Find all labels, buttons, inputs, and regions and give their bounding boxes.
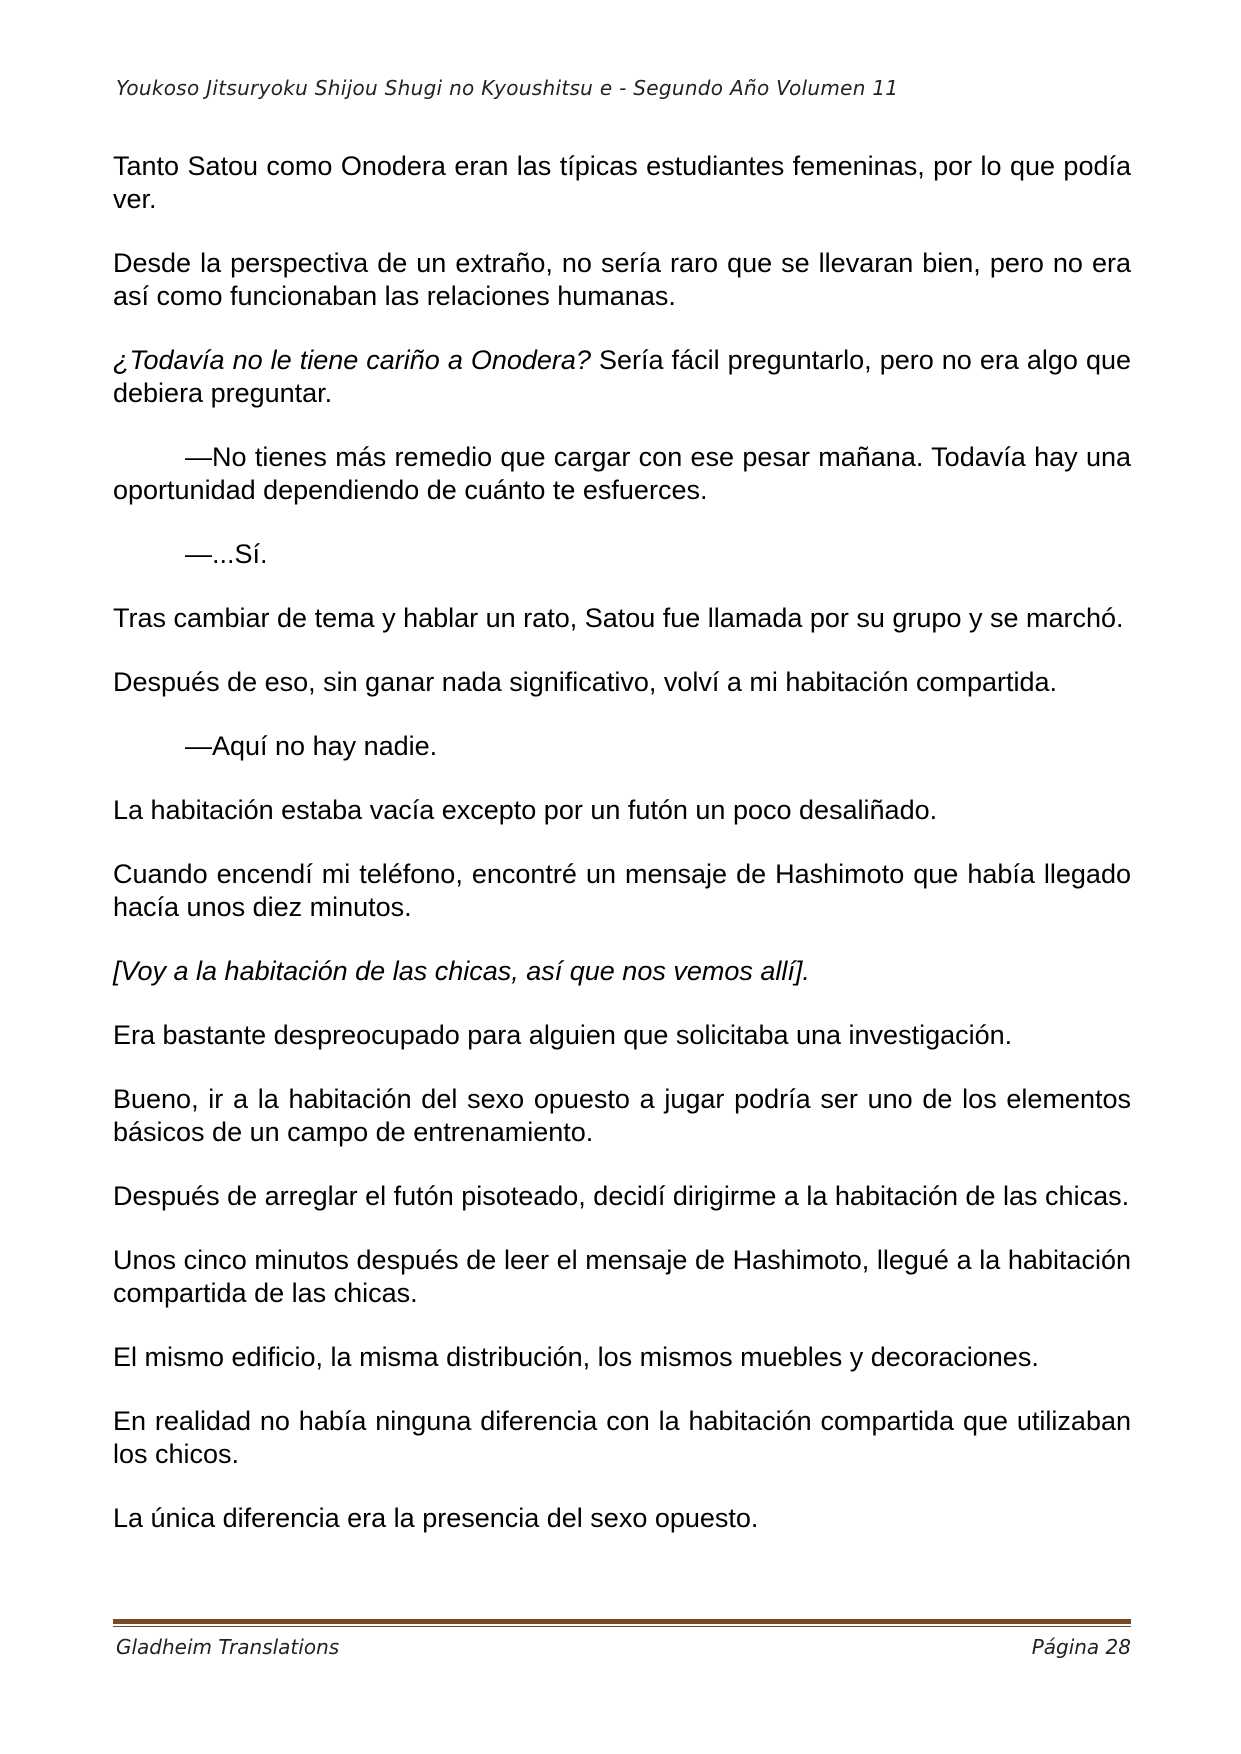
footer-credit: Gladheim Translations [116,1635,340,1659]
paragraph: Bueno, ir a la habitación del sexo opuesto a jugar podría ser uno de los elementos básicos de un campo de entrenamiento. [113,1084,1131,1147]
dialogue-paragraph: —Aquí no hay nadie. [185,731,438,761]
page-number: Página 28 [1031,1635,1131,1659]
phone-message: [Voy a la habitación de las chicas, así que nos vemos allí]. [113,956,810,986]
footer-divider [113,1619,1131,1628]
body-text [113,150,1131,1566]
footer-divider-thin [113,1626,1131,1627]
paragraph: Era bastante despreocupado para alguien que solicitaba una investigación. [113,1020,1013,1050]
paragraph: La única diferencia era la presencia del sexo opuesto. [113,1503,759,1533]
paragraph: Después de arreglar el futón pisoteado, decidí dirigirme a la habitación de las chicas. [113,1181,1130,1211]
page-header: Youkoso Jitsuryoku Shijou Shugi no Kyoushitsu e - Segundo Año Volumen 11 [116,76,899,100]
paragraph: Tanto Satou como Onodera eran las típicas estudiantes femeninas, por lo que podía ver. [113,151,1131,214]
paragraph: Tras cambiar de tema y hablar un rato, Satou fue llamada por su grupo y se marchó. [113,603,1124,633]
paragraph [113,344,1131,410]
message-paragraph [113,955,1131,988]
footer-divider-thick [113,1619,1131,1624]
paragraph: Después de eso, sin ganar nada significativo, volví a mi habitación compartida. [113,667,1058,697]
paragraph: La habitación estaba vacía excepto por un futón un poco desaliñado. [113,795,938,825]
dialogue-paragraph: —No tienes más remedio que cargar con ese pesar mañana. Todavía hay una oportunidad dependiendo de cuánto te esfuerces. [113,442,1131,505]
paragraph: Desde la perspectiva de un extraño, no sería raro que se llevaran bien, pero no era así como funcionaban las relaciones humanas. [113,248,1131,311]
paragraph-rest: Sería fácil preguntarlo, pero no era algo que debiera preguntar. [113,345,1131,408]
paragraph: Cuando encendí mi teléfono, encontré un mensaje de Hashimoto que había llegado hacía unos diez minutos. [113,859,1131,922]
paragraph: El mismo edificio, la misma distribución, los mismos muebles y decoraciones. [113,1342,1039,1372]
italic-thought: ¿Todavía no le tiene cariño a Onodera? [113,345,591,375]
paragraph: En realidad no había ninguna diferencia con la habitación compartida que utilizaban los chicos. [113,1406,1131,1469]
dialogue-paragraph: —...Sí. [185,539,268,569]
paragraph: Unos cinco minutos después de leer el mensaje de Hashimoto, llegué a la habitación compartida de las chicas. [113,1245,1131,1308]
